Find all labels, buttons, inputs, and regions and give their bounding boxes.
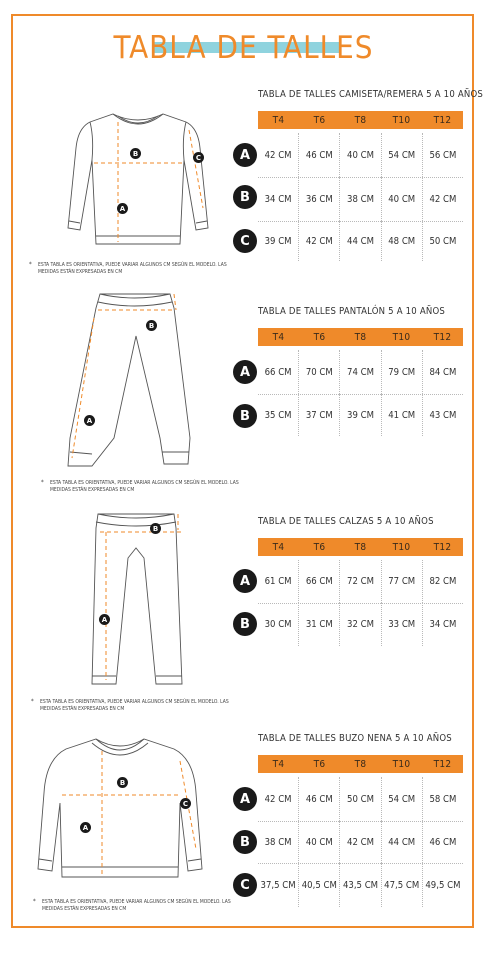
sweatshirt-marker-b: B xyxy=(117,777,128,788)
table-row xyxy=(258,821,463,863)
table-row xyxy=(258,777,463,821)
table-header-pantalon xyxy=(258,328,463,346)
size-header: T6 xyxy=(313,114,326,126)
table-row xyxy=(258,221,463,261)
sweatshirt-marker-a: A xyxy=(80,822,91,833)
size-header: T6 xyxy=(313,331,326,343)
sweatshirt-marker-c: C xyxy=(180,798,191,809)
table-cell: 42 CM xyxy=(264,149,292,161)
table-cell: 40 CM xyxy=(339,133,380,177)
table-row xyxy=(258,394,463,436)
table-cell: 49,5 CM xyxy=(422,863,463,907)
pants-marker-a: A xyxy=(84,415,95,426)
size-header: T4 xyxy=(272,541,285,553)
size-header: T4 xyxy=(272,758,285,770)
table-title-camiseta: TABLA DE TALLES CAMISETA/REMERA 5 A 10 AÑOS xyxy=(258,89,484,100)
table-cell: 70 CM xyxy=(298,350,339,394)
row-label-badge: C xyxy=(233,229,257,253)
table-cell: 79 CM xyxy=(381,350,422,394)
table-title-calzas: TABLA DE TALLES CALZAS 5 A 10 AÑOS xyxy=(258,516,434,527)
table-row xyxy=(258,560,463,603)
pants-illustration xyxy=(62,288,192,470)
table-row xyxy=(258,863,463,907)
table-cell: 37,5 CM xyxy=(260,879,296,891)
table-cell: 77 CM xyxy=(381,560,422,603)
size-header: T10 xyxy=(392,541,411,553)
row-label-badge: A xyxy=(233,787,257,811)
table-cell: 48 CM xyxy=(381,221,422,261)
table-cell: 40,5 CM xyxy=(298,863,339,907)
note-1: * ESTA TABLA ES ORIENTATIVA, PUEDE VARIAR ALGUNOS CM SEGÚN EL MODELO. LAS MEDIDAS ESTÁN EXPRESADAS EN CM xyxy=(29,261,227,275)
shirt-marker-a: A xyxy=(117,203,128,214)
table-cell: 40 CM xyxy=(298,821,339,863)
row-label-badge: A xyxy=(233,143,257,167)
table-header-camiseta xyxy=(258,111,463,129)
size-header: T10 xyxy=(392,331,411,343)
row-label-badge: B xyxy=(233,185,257,209)
pants-marker-b: B xyxy=(146,320,157,331)
row-label-badge: B xyxy=(233,830,257,854)
size-header: T12 xyxy=(433,114,452,126)
size-header: T10 xyxy=(392,114,411,126)
size-header: T8 xyxy=(354,541,367,553)
table-cell: 47,5 CM xyxy=(381,863,422,907)
leggings-marker-a: A xyxy=(99,614,110,625)
size-header: T12 xyxy=(433,331,452,343)
table-cell: 37 CM xyxy=(298,394,339,436)
table-cell: 31 CM xyxy=(298,603,339,646)
row-label-badge: B xyxy=(233,612,257,636)
leggings-illustration xyxy=(86,508,186,690)
table-row xyxy=(258,350,463,394)
table-title-buzo: TABLA DE TALLES BUZO NENA 5 A 10 AÑOS xyxy=(258,733,452,744)
table-cell: 44 CM xyxy=(339,221,380,261)
note-4: * ESTA TABLA ES ORIENTATIVA, PUEDE VARIAR ALGUNOS CM SEGÚN EL MODELO. LAS MEDIDAS ESTÁN EXPRESADAS EN CM xyxy=(33,898,231,912)
table-cell: 66 CM xyxy=(264,366,292,378)
table-cell: 34 CM xyxy=(422,603,463,646)
table-cell: 42 CM xyxy=(422,177,463,221)
note-2: * ESTA TABLA ES ORIENTATIVA, PUEDE VARIAR ALGUNOS CM SEGÚN EL MODELO. LAS MEDIDAS ESTÁN EXPRESADAS EN CM xyxy=(41,479,239,493)
size-header: T10 xyxy=(392,758,411,770)
table-cell: 41 CM xyxy=(381,394,422,436)
title-block xyxy=(0,30,487,70)
table-cell: 82 CM xyxy=(422,560,463,603)
size-header: T4 xyxy=(272,114,285,126)
table-cell: 61 CM xyxy=(264,576,292,587)
note-3: * ESTA TABLA ES ORIENTATIVA, PUEDE VARIAR ALGUNOS CM SEGÚN EL MODELO. LAS MEDIDAS ESTÁN EXPRESADAS EN CM xyxy=(31,698,229,712)
table-cell: 50 CM xyxy=(422,221,463,261)
table-cell: 56 CM xyxy=(422,133,463,177)
row-label-badge: B xyxy=(233,404,257,428)
sweatshirt-illustration xyxy=(34,733,206,893)
shirt-marker-c: C xyxy=(193,152,204,163)
size-header: T6 xyxy=(313,758,326,770)
size-header: T12 xyxy=(433,758,452,770)
row-label-badge: A xyxy=(233,360,257,384)
table-cell: 39 CM xyxy=(264,235,292,247)
table-header-buzo xyxy=(258,755,463,773)
table-cell: 30 CM xyxy=(264,619,292,630)
table-row xyxy=(258,603,463,646)
table-cell: 38 CM xyxy=(264,836,292,848)
table-cell: 58 CM xyxy=(422,777,463,821)
table-cell: 54 CM xyxy=(381,777,422,821)
table-title-pantalon: TABLA DE TALLES PANTALÓN 5 A 10 AÑOS xyxy=(258,306,446,317)
table-cell: 42 CM xyxy=(264,793,292,805)
table-cell: 42 CM xyxy=(339,821,380,863)
table-cell: 46 CM xyxy=(298,777,339,821)
size-header: T8 xyxy=(354,331,367,343)
row-label-badge: C xyxy=(233,873,257,897)
size-header: T8 xyxy=(354,758,367,770)
table-cell: 36 CM xyxy=(298,177,339,221)
row-label-badge: A xyxy=(233,569,257,593)
table-cell: 46 CM xyxy=(422,821,463,863)
table-cell: 54 CM xyxy=(381,133,422,177)
table-row xyxy=(258,133,463,177)
table-cell: 34 CM xyxy=(264,193,292,205)
shirt-marker-b: B xyxy=(130,148,141,159)
table-cell: 66 CM xyxy=(298,560,339,603)
page-title: TABLA DE TALLES xyxy=(113,30,374,66)
table-cell: 43,5 CM xyxy=(339,863,380,907)
table-cell: 74 CM xyxy=(339,350,380,394)
size-header: T6 xyxy=(313,541,326,553)
table-cell: 39 CM xyxy=(339,394,380,436)
table-cell: 72 CM xyxy=(339,560,380,603)
table-cell: 46 CM xyxy=(298,133,339,177)
table-row xyxy=(258,177,463,221)
size-header: T4 xyxy=(272,331,285,343)
leggings-marker-b: B xyxy=(150,523,161,534)
table-cell: 84 CM xyxy=(422,350,463,394)
table-header-calzas xyxy=(258,538,463,556)
table-cell: 32 CM xyxy=(339,603,380,646)
table-cell: 35 CM xyxy=(264,409,292,421)
table-cell: 43 CM xyxy=(422,394,463,436)
table-cell: 44 CM xyxy=(381,821,422,863)
table-cell: 42 CM xyxy=(298,221,339,261)
table-cell: 38 CM xyxy=(339,177,380,221)
size-header: T8 xyxy=(354,114,367,126)
table-cell: 33 CM xyxy=(381,603,422,646)
shirt-illustration xyxy=(58,108,218,253)
table-cell: 40 CM xyxy=(381,177,422,221)
table-cell: 50 CM xyxy=(339,777,380,821)
size-header: T12 xyxy=(433,541,452,553)
